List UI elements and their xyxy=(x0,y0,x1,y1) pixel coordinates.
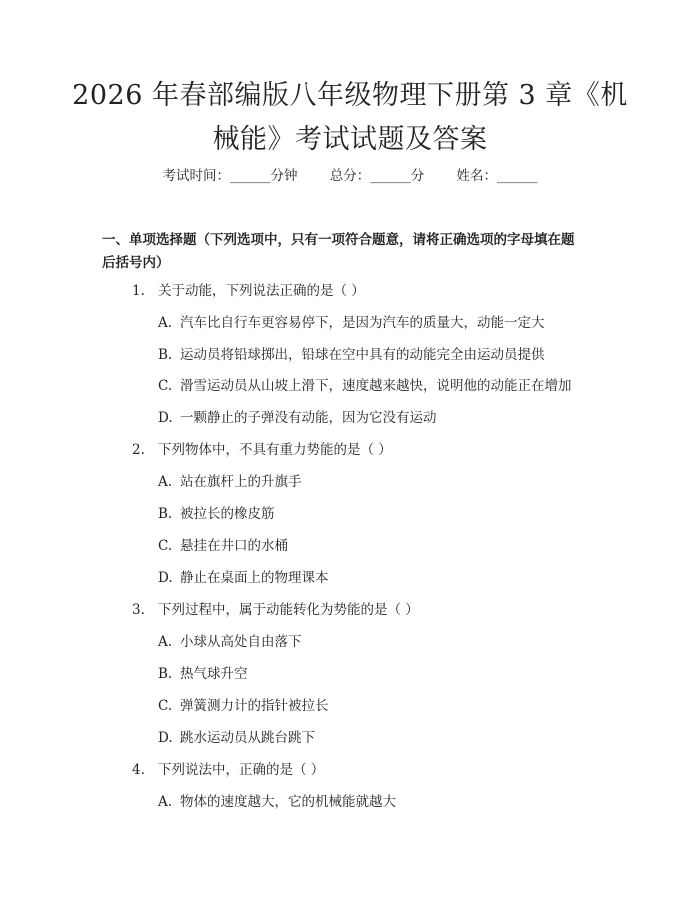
document-title xyxy=(60,74,640,162)
option-text: 被拉长的橡皮筋 xyxy=(180,506,275,522)
title-line-1: 2026 年春部编版八年级物理下册第 3 章《机 xyxy=(72,80,628,111)
question-1 xyxy=(132,281,365,301)
question-text: 下列物体中，不具有重力势能的是（ ） xyxy=(158,442,392,458)
question-2 xyxy=(132,440,392,460)
option-letter: C. xyxy=(158,378,173,394)
question-number: 2. xyxy=(132,442,145,458)
question-text: 下列过程中，属于动能转化为势能的是（ ） xyxy=(158,602,419,618)
option-text: 跳水运动员从跳台跳下 xyxy=(180,730,315,746)
question-3-option-c xyxy=(158,696,329,716)
question-number: 4. xyxy=(132,762,145,778)
option-text: 静止在桌面上的物理课本 xyxy=(180,570,329,586)
option-letter: D. xyxy=(158,410,173,426)
option-text: 汽车比自行车更容易停下，是因为汽车的质量大，动能一定大 xyxy=(180,315,545,331)
question-3-option-a xyxy=(158,632,302,652)
option-text: 站在旗杆上的升旗手 xyxy=(180,474,302,490)
option-text: 小球从高处自由落下 xyxy=(180,634,302,650)
option-text: 悬挂在井口的水桶 xyxy=(180,538,288,554)
question-2-option-d xyxy=(158,568,329,588)
question-1-option-c xyxy=(158,376,572,396)
option-text: 物体的速度越大，它的机械能就越大 xyxy=(180,794,396,810)
question-1-option-b xyxy=(158,345,545,365)
option-text: 热气球升空 xyxy=(180,666,248,682)
question-1-option-a xyxy=(158,313,545,333)
exam-time: 考试时间：______分钟 xyxy=(162,168,298,184)
option-letter: C. xyxy=(158,698,173,714)
question-3 xyxy=(132,600,419,620)
title-line-2: 械能》考试试题及答案 xyxy=(212,124,488,155)
option-letter: D. xyxy=(158,570,173,586)
question-3-option-b xyxy=(158,664,248,684)
option-letter: A. xyxy=(158,315,173,331)
question-2-option-b xyxy=(158,504,275,524)
question-4 xyxy=(132,760,324,780)
section-heading xyxy=(102,229,602,275)
question-4-option-a xyxy=(158,792,396,812)
question-2-option-c xyxy=(158,536,288,556)
option-letter: B. xyxy=(158,506,173,522)
option-text: 运动员将铅球掷出，铅球在空中具有的动能完全由运动员提供 xyxy=(180,347,545,363)
question-1-option-d xyxy=(158,408,437,428)
option-text: 一颗静止的子弹没有动能，因为它没有运动 xyxy=(180,410,437,426)
question-number: 1. xyxy=(132,283,145,299)
student-name: 姓名：______ xyxy=(456,168,538,184)
exam-info xyxy=(0,166,700,186)
option-letter: A. xyxy=(158,794,173,810)
question-text: 下列说法中，正确的是（ ） xyxy=(158,762,325,778)
option-text: 滑雪运动员从山坡上滑下，速度越来越快，说明他的动能正在增加 xyxy=(180,378,572,394)
option-letter: A. xyxy=(158,634,173,650)
option-text: 弹簧测力计的指针被拉长 xyxy=(180,698,329,714)
option-letter: C. xyxy=(158,538,173,554)
question-2-option-a xyxy=(158,472,302,492)
option-letter: A. xyxy=(158,474,173,490)
question-text: 关于动能，下列说法正确的是（ ） xyxy=(158,283,365,299)
question-3-option-d xyxy=(158,728,315,748)
option-letter: D. xyxy=(158,730,173,746)
option-letter: B. xyxy=(158,666,173,682)
section-heading-line-1: 一、单项选择题（下列选项中，只有一项符合题意，请将正确选项的字母填在题 xyxy=(102,232,575,248)
question-number: 3. xyxy=(132,602,145,618)
exam-total-score: 总分：______分 xyxy=(329,168,425,184)
section-heading-line-2: 后括号内） xyxy=(102,255,170,271)
option-letter: B. xyxy=(158,347,173,363)
